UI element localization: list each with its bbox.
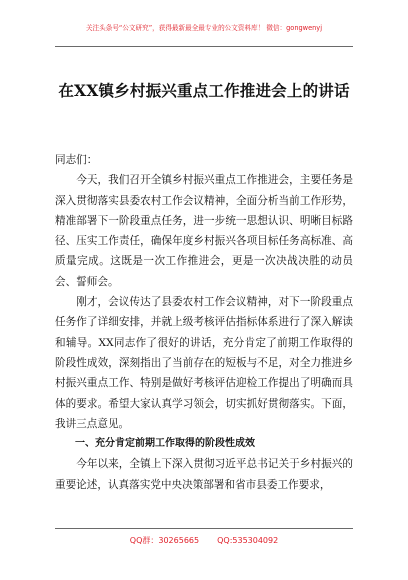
footer-qq-group: QQ群：30265665 [129, 536, 200, 545]
footer-qq: QQ:535304092 [217, 536, 279, 545]
salutation: 同志们： [55, 154, 98, 166]
footer-divider [55, 528, 353, 529]
document-title: 在XX镇乡村振兴重点工作推进会上的讲话 [58, 81, 350, 100]
section-heading: 一、充分肯定前期工作取得的阶段性成效 [75, 438, 255, 450]
document-body [55, 150, 353, 495]
body-paragraph: 刚才，会议传达了县委农村工作会议精神，对下一阶段重点任务作了详细安排，并就上级考核评估指标体系进行了深入解读和辅导。XX同志作了很好的讲话，充分肯定了前期工作取得的阶段性成效，深刻指出了当前存在的短板与不足，对全力推进乡村振兴重点工作、特别是做好考核评估迎检工作提出了明确而具体的要求。希望大家认真学习领会，切实抓好贯彻落实。下面，我讲三点意见。 [55, 296, 353, 430]
body-paragraph: 今年以来，全镇上下深入贯彻习近平总书记关于乡村振兴的重要论述，认真落实党中央决策部署和省市县委工作要求， [55, 458, 353, 491]
header-promo-text: 关注头条号“公文研究”，获得最新最全最专业的公文资料库！ 微信：gongwenyj [85, 24, 323, 32]
body-paragraph: 今天，我们召开全镇乡村振兴重点工作推进会，主要任务是深入贯彻落实县委农村工作会议精神，全面分析当前工作形势，精准部署下一阶段重点任务，进一步统一思想认识、明晰目标路径、压实工作责任，确保年度乡村振兴各项目标任务高标准、高质量完成。这既是一次工作推进会，更是一次决战决胜的动员会、誓师会。 [55, 174, 353, 288]
footer-contact [55, 535, 353, 547]
header-divider [55, 46, 353, 47]
